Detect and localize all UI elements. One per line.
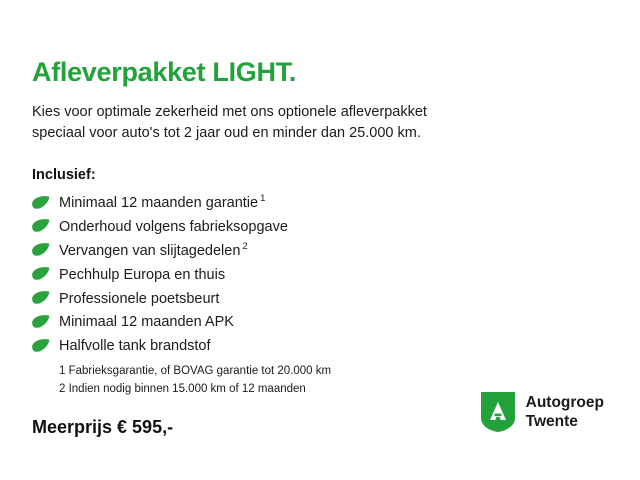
footnote-1: 1 Fabrieksgarantie, of BOVAG garantie tot 20.000 km	[59, 364, 332, 377]
feature-label: Professionele poetsbeurt	[59, 290, 220, 307]
brand-name	[526, 393, 604, 432]
shield-icon	[479, 390, 517, 434]
list-item	[32, 241, 608, 259]
feature-label: Pechhulp Europa en thuis	[59, 266, 226, 283]
leaf-icon	[32, 339, 50, 352]
list-item	[32, 217, 608, 235]
leaf-icon	[32, 196, 50, 209]
list-item	[32, 265, 608, 283]
intro-paragraph	[32, 102, 552, 146]
list-item	[32, 336, 608, 354]
feature-label: Minimaal 12 maanden garantie $^1$	[59, 193, 266, 212]
leaf-icon	[32, 267, 50, 280]
intro-line-2: speciaal voor auto's tot 2 jaar oud en minder dan 25.000 km.	[32, 125, 421, 142]
feature-label: Minimaal 12 maanden APK	[59, 314, 234, 331]
brand-line-1: Autogroep	[525, 393, 604, 411]
features-list	[32, 193, 608, 354]
feature-label: Vervangen van slijtagedelen $^2$	[59, 240, 248, 259]
list-item	[32, 289, 608, 307]
feature-label: Onderhoud volgens fabrieksopgave	[59, 218, 288, 235]
list-item	[32, 193, 608, 211]
leaf-icon	[32, 291, 50, 304]
list-item	[32, 312, 608, 330]
page-title: Afleverpakket LIGHT.	[32, 57, 297, 87]
footnote-2: 2 Indien nodig binnen 15.000 km of 12 maanden	[59, 382, 306, 395]
leaf-icon	[32, 243, 50, 256]
footnote-marker: 2	[242, 240, 248, 252]
brand-line-2: Twente	[525, 413, 578, 430]
leaf-icon	[32, 219, 50, 232]
inclusief-label: Inclusief:	[32, 167, 96, 184]
leaf-icon	[32, 315, 50, 328]
brand-logo	[479, 390, 604, 434]
price-label: Meerprijs € 595,-	[32, 416, 174, 437]
intro-line-1: Kies voor optimale zekerheid met ons optionele afleverpakket	[32, 103, 427, 120]
feature-label: Halfvolle tank brandstof	[59, 337, 211, 354]
footnote-marker: 1	[260, 193, 266, 205]
